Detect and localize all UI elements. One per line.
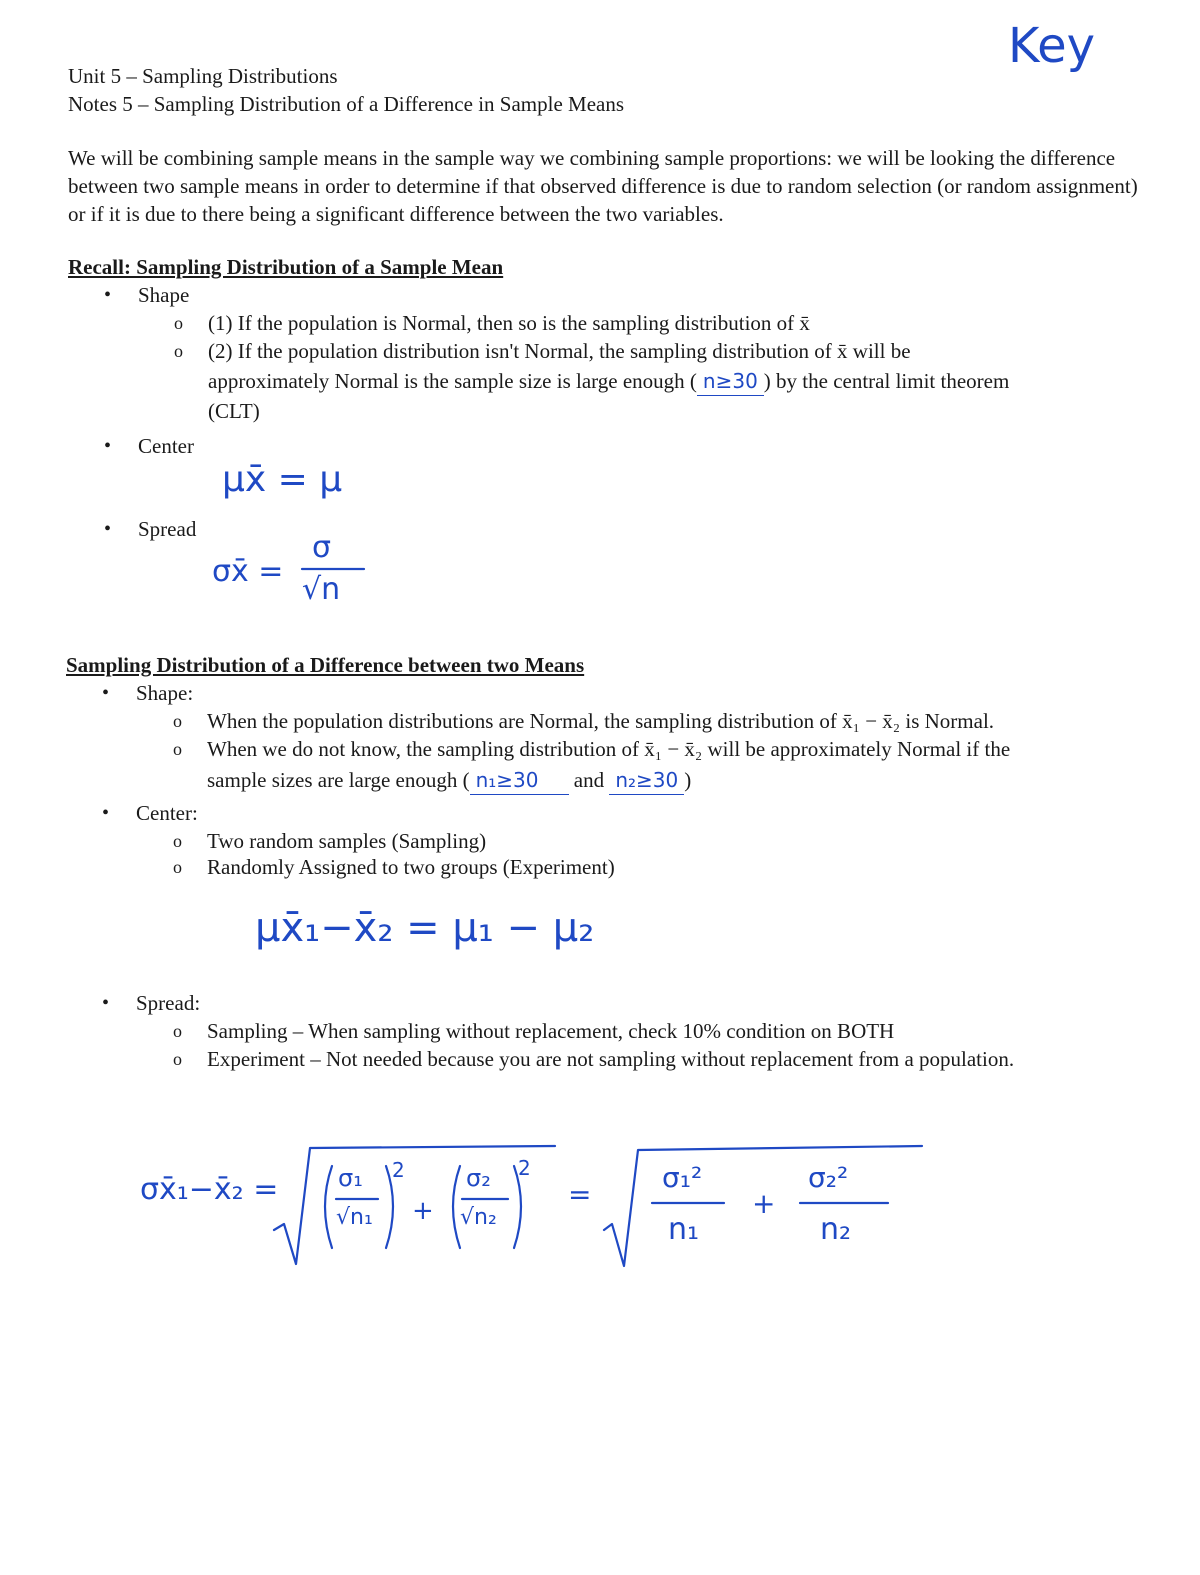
diff-center-item2: Randomly Assigned to two groups (Experiment) <box>207 855 615 879</box>
diff-shape-item2-line2 <box>207 766 691 795</box>
diff-shape-item2-pre: sample sizes are large enough ( <box>207 768 470 792</box>
diff-spread-item1: Sampling – When sampling without replacement, check 10% condition on BOTH <box>207 1019 895 1043</box>
diff-shape-item2-line1: When we do not know, the sampling distribution of x̄₁ − x̄₂ will be approximately Normal if the <box>207 737 1011 761</box>
diff-shape-item1: When the population distributions are Normal, the sampling distribution of x̄₁ − x̄₂ is Normal. <box>207 709 995 733</box>
diff-spread-lhs: σx̄₁−x̄₂ = <box>140 1172 279 1207</box>
bullet-dot-icon: • <box>102 802 110 824</box>
fraction-bar <box>334 1196 382 1202</box>
notes-title: Notes 5 – Sampling Distribution of a Difference in Sample Means <box>68 92 625 116</box>
diff-heading: Sampling Distribution of a Difference between two Means <box>66 653 585 677</box>
sigma1-squared: σ₁² <box>662 1161 703 1194</box>
unit-title: Unit 5 – Sampling Distributions <box>68 64 338 88</box>
plus-a: + <box>412 1196 434 1226</box>
recall-shape-item2-post: ) by the central limit theorem <box>763 369 1010 393</box>
circle-bullet-icon: o <box>173 1021 182 1041</box>
circle-bullet-icon: o <box>173 857 182 877</box>
circle-bullet-icon: o <box>173 831 182 851</box>
recall-spread-numerator: σ <box>312 530 332 565</box>
diff-shape-label: Shape: <box>136 681 194 705</box>
circle-bullet-icon: o <box>174 313 183 333</box>
key-label: Key <box>1008 18 1096 74</box>
left-paren-icon <box>316 1162 336 1252</box>
bullet-dot-icon: • <box>102 682 110 704</box>
bullet-dot-icon: • <box>104 284 112 306</box>
plus-b: + <box>752 1187 776 1220</box>
sigma2-squared: σ₂² <box>808 1161 849 1194</box>
recall-heading: Recall: Sampling Distribution of a Sample Mean <box>68 255 504 279</box>
circle-bullet-icon: o <box>173 711 182 731</box>
recall-center-label: Center <box>138 434 194 458</box>
recall-shape-item2-pre: approximately Normal is the sample size is large enough ( <box>208 369 697 393</box>
fraction-bar <box>460 1196 512 1202</box>
sigma1: σ₁ <box>338 1164 363 1192</box>
bullet-dot-icon: • <box>104 435 112 457</box>
bullet-dot-icon: • <box>104 518 112 540</box>
recall-shape-item2-line3: (CLT) <box>208 399 260 423</box>
equals-sign: = <box>568 1178 592 1211</box>
fraction-bar <box>798 1200 894 1206</box>
diff-spread-label: Spread: <box>136 991 201 1015</box>
diff-n2-blank: n₂≥30 <box>609 766 684 795</box>
circle-bullet-icon: o <box>174 341 183 361</box>
recall-clt-blank: n≥30 <box>697 367 764 396</box>
power-2-b: 2 <box>518 1156 531 1180</box>
recall-shape-item1: (1) If the population is Normal, then so is the sampling distribution of x̄ <box>208 311 810 335</box>
diff-center-label: Center: <box>136 801 198 825</box>
n1: n₁ <box>668 1212 700 1247</box>
circle-bullet-icon: o <box>173 739 182 759</box>
recall-spread-lhs: σx̄ = <box>212 554 284 589</box>
circle-bullet-icon: o <box>173 1049 182 1069</box>
recall-center-formula: μx̄ = μ <box>222 459 343 500</box>
recall-spread-label: Spread <box>138 517 197 541</box>
diff-center-item1: Two random samples (Sampling) <box>207 829 487 853</box>
diff-center-formula: μx̄₁−x̄₂ = μ₁ − μ₂ <box>255 905 595 951</box>
sqrt-n2: √n₂ <box>460 1205 497 1230</box>
n2: n₂ <box>820 1212 852 1247</box>
diff-spread-item2: Experiment – Not needed because you are not sampling without replacement from a population. <box>207 1047 1015 1071</box>
intro-paragraph: We will be combining sample means in the sample way we combining sample proportions: we will be looking the difference between two sample means in order to determine if that observed difference is due to random selection (or random assignment) or if it is due to there being a significant difference between the two variables. <box>68 146 1138 226</box>
diff-shape-item2-and: and <box>573 768 605 792</box>
bullet-dot-icon: • <box>102 992 110 1014</box>
diff-shape-item2-post: ) <box>684 768 692 792</box>
recall-spread-denominator: √n <box>302 572 341 607</box>
sqrt-n1: √n₁ <box>336 1205 373 1230</box>
recall-shape-item2-line2 <box>208 367 1009 396</box>
power-2-a: 2 <box>392 1158 405 1182</box>
recall-shape-item2-line1: (2) If the population distribution isn't Normal, the sampling distribution of x̄ will be <box>208 339 911 363</box>
fraction-bar <box>650 1200 730 1206</box>
sigma2: σ₂ <box>466 1164 491 1192</box>
recall-shape-label: Shape <box>138 283 190 307</box>
diff-n1-blank: n₁≥30 <box>470 766 569 795</box>
